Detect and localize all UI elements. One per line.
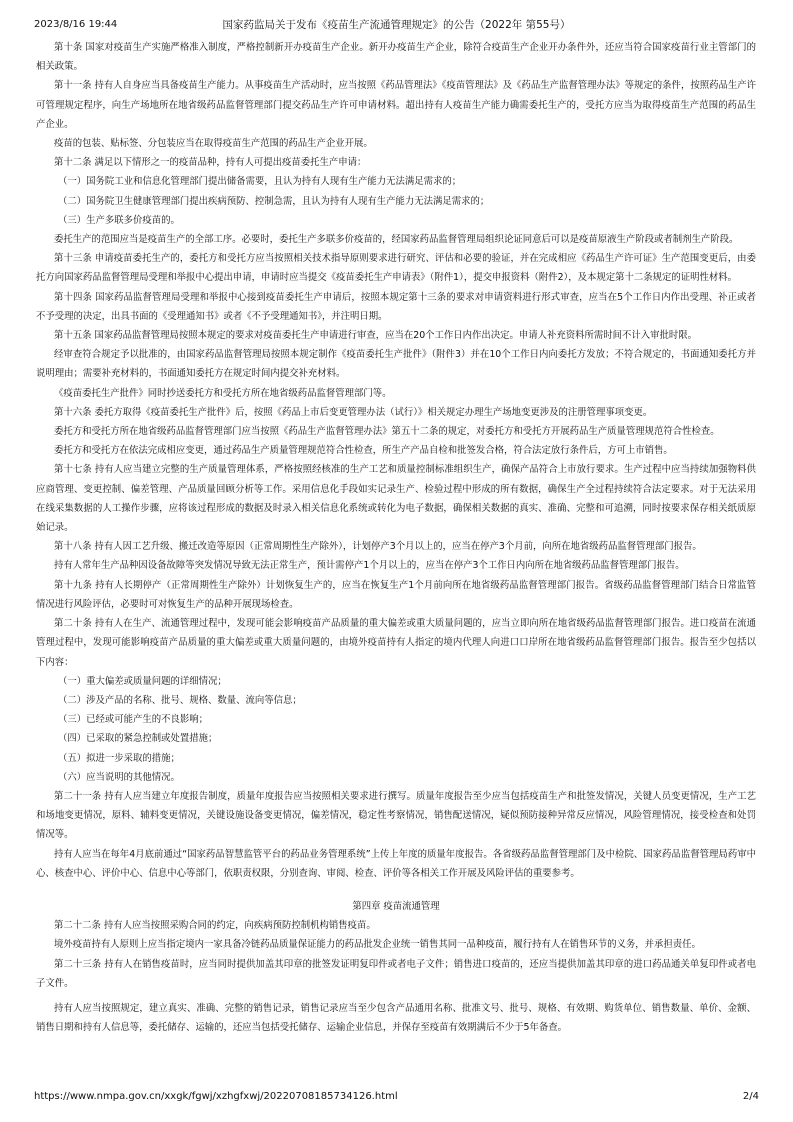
page-title: 国家药监局关于发布《疫苗生产流通管理规定》的公告（2022年 第55号） xyxy=(222,19,571,31)
article-19: 第十九条 持有人长期停产（正常周期性生产除外）计划恢复生产的，应当在恢复生产1个月前向所在地省级药品监督管理部门报告。省级药品监督管理部门结合日常监管情况进行风险评估，必要时可对恢复生产的品种开展现场检查。 xyxy=(36,579,756,610)
article-15: 第十五条 国家药品监督管理局按照本规定的要求对疫苗委托生产申请进行审查，应当在20个工作日内作出决定。申请人补充资料所需时间不计入审批时限。 xyxy=(54,330,698,342)
list-item: （三）生产多联多价疫苗的。 xyxy=(58,214,180,226)
article-12: 第十二条 满足以下情形之一的疫苗品种，持有人可提出疫苗委托生产申请： xyxy=(54,157,367,169)
article-21: 第二十一条 持有人应当建立年度报告制度，质量年度报告应当按照相关要求进行撰写。质量年度报告至少应当包括疫苗生产和批签发情况，关键人员变更情况，生产工艺和场地变更情况，原料、辅料变更情况，关键设施设备变更情况，偏差情况，稳定性考察情况，销售配送情况，疑似预防接种异常反应情况，风险管理情况，接受检查和处罚情况等。 xyxy=(36,790,756,841)
article-23: 第二十三条 持有人在销售疫苗时，应当同时提供加盖其印章的批签发证明复印件或者电子文件；销售进口疫苗的，还应当提供加盖其印章的进口药品通关单复印件或者电子文件。 xyxy=(36,958,756,989)
chapter-heading: 第四章 疫苗流通管理 xyxy=(352,900,440,912)
paragraph: 委托方和受托方在依法完成相应变更，通过药品生产质量管理规范符合性检查，所生产产品自检和批签发合格，符合法定放行条件后，方可上市销售。 xyxy=(54,445,673,457)
list-item: （一）重大偏差或质量问题的详细情况； xyxy=(58,675,227,687)
document-body xyxy=(36,38,756,1037)
paragraph: 持有人应当按照规定，建立真实、准确、完整的销售记录，销售记录应当至少包含产品通用名称、批准文号、批号、规格、有效期、购货单位、销售数量、单价、金额、销售日期和持有人信息等，委托储存、运输的，还应当包括受托储存、运输企业信息，并保存至疫苗有效期满后不少于5年备查。 xyxy=(36,1002,756,1034)
list-item: （六）应当说明的其他情况。 xyxy=(58,771,180,783)
page-footer xyxy=(34,1090,759,1104)
paragraph: 持有人应当在每年4月底前通过“国家药品智慧监管平台的药品业务管理系统”上传上年度的质量年度报告。各省级药品监督管理部门及中检院、国家药品监督管理局药审中心、核查中心、评价中心、信息中心等部门，依职责权限，分别查询、审阅、检查、评价等各相关工作开展及风险评估的重要参考。 xyxy=(36,848,756,879)
article-13: 第十三条 申请疫苗委托生产的，委托方和受托方应当按照相关技术指导原则要求进行研究、评估和必要的验证，并在完成相应《药品生产许可证》生产范围变更后，由委托方向国家药品监督管理局受理和举报中心提出申请，申请时应当提交《疫苗委托生产申请表》（附件1），提交申报资料（附件2），及本规定第十二条规定的证明性材料。 xyxy=(36,253,756,284)
article-18: 第十八条 持有人因工艺升级、搬迁改造等原因（正常周期性生产除外），计划停产3个月以上的，应当在停产3个月前，向所在地省级药品监督管理部门报告。 xyxy=(54,541,702,553)
article-17: 第十七条 持有人应当建立完整的生产质量管理体系，严格按照经核准的生产工艺和质量控制标准组织生产，确保产品符合上市放行要求。生产过程中应当持续加强物料供应商管理、变更控制、偏差管理、产品质量回顾分析等工作。采用信息化手段如实记录生产、检验过程中形成的所有数据，确保生产全过程持续符合法定要求。对于无法采用在线采集数据的人工操作步骤，应将该过程形成的数据及时录入相关信息化系统或转化为电子数据，确保相关数据的真实、准确、完整和可追溯，同时按要求保存相关纸质原始记录。 xyxy=(36,464,756,534)
page-header xyxy=(34,17,759,33)
list-item: （五）拟进一步采取的措施； xyxy=(58,752,180,764)
article-16: 第十六条 委托方取得《疫苗委托生产批件》后，按照《药品上市后变更管理办法（试行）》相关规定办理生产场地变更涉及的注册管理事项变更。 xyxy=(54,406,653,418)
page-number: 2/4 xyxy=(742,1091,759,1102)
source-url: https://www.nmpa.gov.cn/xxgk/fgwj/xzhgfxwj/20220708185734126.html xyxy=(34,1091,398,1102)
article-11: 第十一条 持有人自身应当具备疫苗生产能力。从事疫苗生产活动时，应当按照《药品管理法》《疫苗管理法》及《药品生产监督管理办法》等规定的条件，按照药品生产许可管理规定程序，向生产场地所在地省级药品监督管理部门提交药品生产许可申请材料。超出持有人疫苗生产能力确需委托生产的，受托方应当为取得疫苗生产范围的药品生产企业。 xyxy=(36,80,756,130)
paragraph: 境外疫苗持有人原则上应当指定境内一家具备冷链药品质量保证能力的药品批发企业统一销售其同一品种疫苗，履行持有人在销售环节的义务，并承担责任。 xyxy=(54,939,701,951)
paragraph: 委托生产的范围应当是疫苗生产的全部工序。必要时，委托生产多联多价疫苗的，经国家药品监督管理局组织论证同意后可以是疫苗原液生产阶段或者制剂生产阶段。 xyxy=(54,234,739,246)
list-item: （三）已经或可能产生的不良影响； xyxy=(58,714,209,726)
paragraph: 经审查符合规定予以批准的，由国家药品监督管理局按照本规定制作《疫苗委托生产批件》（附件3）并在10个工作日内向委托方发放；不符合规定的，书面通知委托方并说明理由；需要补充材料的，书面通知委托方在规定时间内提交补充材料。 xyxy=(36,349,756,380)
paragraph: 持有人常年生产品种因设备故障等突发情况导致无法正常生产，预计需停产1个月以上的，应当在停产3个工作日内向所在地省级药品监督管理部门报告。 xyxy=(54,560,685,572)
article-20: 第二十条 持有人在生产、流通管理过程中，发现可能会影响疫苗产品质量的重大偏差或重大质量问题的，应当立即向所在地省级药品监督管理部门报告。进口疫苗在流通管理过程中，发现可能影响疫苗产品质量的重大偏差或重大质量问题的，由境外疫苗持有人指定的境内代理人向进口口岸所在地省级药品监督管理部门报告。报告至少包括以下内容： xyxy=(36,618,756,668)
paragraph: 《疫苗委托生产批件》同时抄送委托方和受托方所在地省级药品监督管理部门等。 xyxy=(54,387,392,399)
list-item: （二）国务院卫生健康管理部门提出疾病预防、控制急需，且认为持有人现有生产能力无法满足需求的； xyxy=(58,195,490,207)
paragraph: 委托方和受托方所在地省级药品监督管理部门应当按照《药品生产监督管理办法》第五十二条的规定，对委托方和受托方开展药品生产质量管理规范符合性检查。 xyxy=(54,426,720,438)
print-datetime: 2023/8/16 19:44 xyxy=(34,19,118,30)
paragraph: 疫苗的包装、贴标签、分包装应当在取得疫苗生产范围的药品生产企业开展。 xyxy=(54,138,373,150)
list-item: （一）国务院工业和信息化管理部门提出储备需要，且认为持有人现有生产能力无法满足需求的； xyxy=(58,176,462,188)
article-14: 第十四条 国家药品监督管理局受理和举报中心接到疫苗委托生产申请后，按照本规定第十三条的要求对申请资料进行形式审查，应当在5个工作日内作出受理、补正或者不予受理的决定，出具书面的《受理通知书》或者《不予受理通知书》，并注明日期。 xyxy=(36,291,756,322)
article-22: 第二十二条 持有人应当按照采购合同的约定，向疾病预防控制机构销售疫苗。 xyxy=(54,920,376,932)
list-item: （四）已采取的紧急控制或处置措施； xyxy=(58,733,218,745)
list-item: （二）涉及产品的名称、批号、规格、数量、流向等信息； xyxy=(58,694,302,706)
article-10: 第十条 国家对疫苗生产实施严格准入制度，严格控制新开办疫苗生产企业。新开办疫苗生产企业，除符合疫苗生产企业开办条件外，还应当符合国家疫苗行业主管部门的相关政策。 xyxy=(36,42,756,73)
